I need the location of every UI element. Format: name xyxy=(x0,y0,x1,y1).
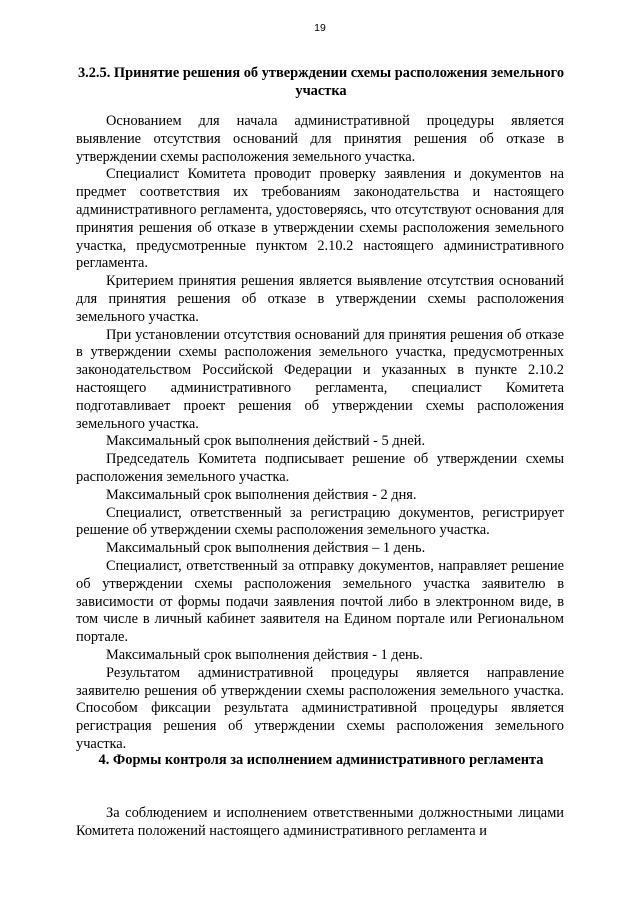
paragraph: Основанием для начала административной процедуры является выявление отсутствия оснований для принятия решения об отказе в утверждении схемы расположения земельного участка. xyxy=(76,113,564,165)
paragraph: Специалист, ответственный за отправку документов, направляет решение об утверждении схемы расположения земельного участка заявителю в зависимости от формы подачи заявления почтой либо в электронном виде, в том числе в личный кабинет заявителя на Едином портале или Региональном портале. xyxy=(76,557,564,646)
paragraph: Максимальный срок выполнения действия – 1 день. xyxy=(106,540,426,557)
section-heading: 3.2.5. Принятие решения об утверждении схемы расположения земельного участка xyxy=(77,65,565,99)
paragraph: Максимальный срок выполнения действия - 1 день. xyxy=(106,646,423,663)
paragraph: За соблюдением и исполнением ответственными должностными лицами Комитета положений настоящего административного регламента и xyxy=(76,805,564,839)
paragraph: Максимальный срок выполнения действия - 2 дня. xyxy=(106,486,417,503)
paragraph: Критерием принятия решения является выявление отсутствия оснований для принятия решения об отказе в утверждении схемы расположения земельного участка. xyxy=(76,273,564,325)
paragraph: Председатель Комитета подписывает решение об утверждении схемы расположения земельного участка. xyxy=(76,451,564,485)
paragraph: При установлении отсутствия оснований для принятия решения об отказе в утверждении схемы расположения земельного участка, предусмотренных законодательством Российской Федерации и указанных в пункте 2.10.2 настоящего административного регламента, специалист Комитета подготавливает проект решения об утверждении схемы расположения земельного участка. xyxy=(76,326,564,432)
paragraph: Результатом административной процедуры является направление заявителю решения об утверждении схемы расположения земельного участка. Способом фиксации результата административной процедуры является регистрация решения об утверждении схемы расположения земельного участка. xyxy=(76,664,564,752)
section-body xyxy=(76,113,564,754)
paragraph: Специалист, ответственный за регистрацию документов, регистрирует решение об утверждении схемы расположения земельного участка. xyxy=(76,504,564,539)
paragraph: Специалист Комитета проводит проверку заявления и документов на предмет соответствия их требованиям законодательства и настоящего административного регламента, удостоверяясь, что отсутствуют основания для принятия решения об отказе в утверждении схемы расположения земельного участка, предусмотренные пунктом 2.10.2 настоящего административного регламента. xyxy=(76,166,564,272)
chapter-body xyxy=(76,805,564,841)
page-number: 19 xyxy=(314,22,326,34)
chapter-heading: 4. Формы контроля за исполнением административного регламента xyxy=(98,752,544,768)
paragraph: Максимальный срок выполнения действий - 5 дней. xyxy=(106,433,426,450)
